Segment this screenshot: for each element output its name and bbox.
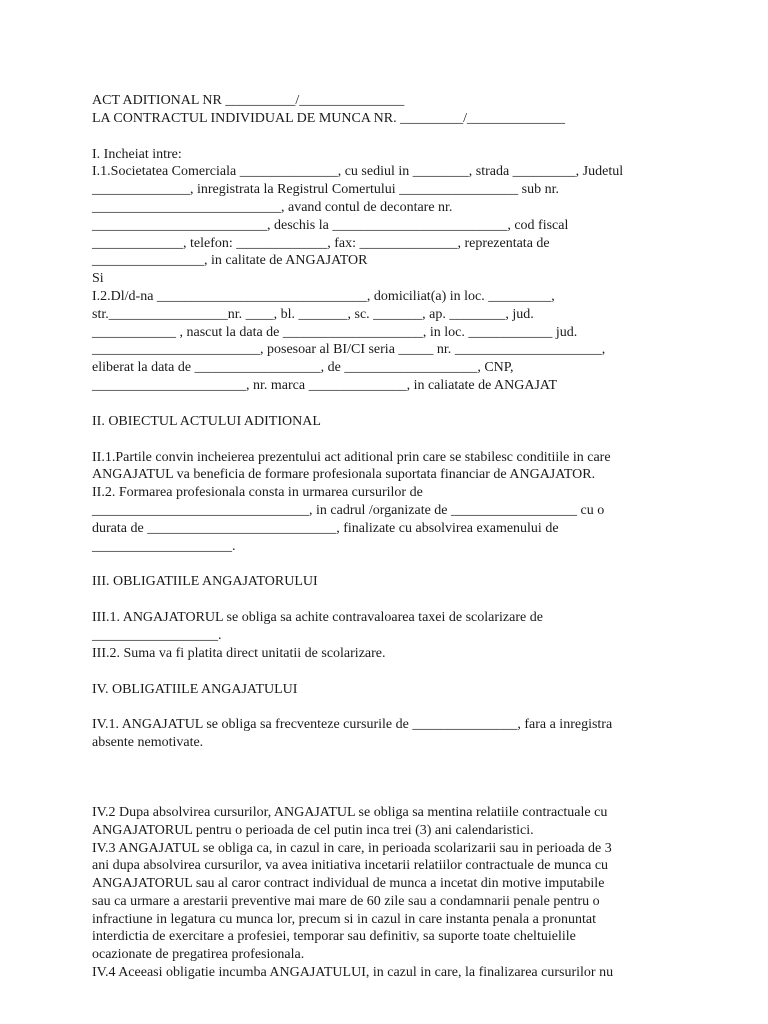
section-3 [92, 573, 686, 662]
section-4-paragraph-1 [92, 716, 686, 752]
section-4-title: IV. OBLIGATIILE ANGAJATULUI [92, 681, 298, 697]
employee-line: ________________________, posesoar al BI/CI seria _____ nr. _____________________, [92, 342, 606, 358]
employee-line: I.2.Dl/d-na ______________________________, domiciliat(a) in loc. _________, [92, 288, 555, 304]
paragraph-line: absente nemotivate. [92, 735, 204, 751]
paragraph-line: _______________________________, in cadrul /organizate de __________________ cu o [92, 502, 605, 518]
paragraph-line: __________________. [92, 627, 222, 643]
paragraph-line: ANGAJATORUL pentru o perioada de cel putin inca trei (3) ani calendaristici. [92, 822, 534, 838]
section-2-title: II. OBIECTUL ACTULUI ADITIONAL [92, 413, 321, 429]
employer-line: ______________, inregistrata la Registrul Comertului _________________ sub nr. [92, 182, 560, 198]
conjunction-si: Si [92, 271, 104, 287]
employee-line: ____________ , nascut la data de ____________________, in loc. ____________ jud. [92, 324, 578, 340]
paragraph-line: ani dupa absolvirea cursurilor, va avea initiativa incetarii relatiilor contractuale de munca cu [92, 858, 609, 874]
section-3-paragraph-1 [92, 609, 686, 645]
section-4-paragraph-3 [92, 840, 686, 965]
spacer [92, 128, 686, 146]
employee-paragraph [92, 288, 686, 395]
paragraph-line: ____________________. [92, 538, 236, 554]
employee-line: ______________________, nr. marca ______________, in caliatate de ANGAJAT [92, 377, 558, 393]
employer-line: ___________________________, avand contul de decontare nr. [92, 199, 453, 215]
paragraph-line: infractiune in legatura cu munca lor, precum si in cazul in care instanta penala a pronuntat [92, 911, 597, 927]
employer-paragraph [92, 163, 686, 270]
paragraph-line: II.2. Formarea profesionala consta in urmarea cursurilor de [92, 485, 423, 501]
employer-line: _____________, telefon: _____________, fax: ______________, reprezentata de [92, 235, 550, 251]
section-2 [92, 413, 686, 556]
section-3-paragraph-2: III.2. Suma va fi platita direct unitatii de scolarizare. [92, 645, 386, 661]
section-2-paragraph-1 [92, 449, 686, 485]
paragraph-line: IV.2 Dupa absolvirea cursurilor, ANGAJATUL se obliga sa mentina relatiile contractuale cu [92, 804, 608, 820]
section-4-paragraph-2 [92, 804, 686, 840]
paragraph-line: IV.1. ANGAJATUL se obliga sa frecventeze cursurile de _______________, fara a inregistra [92, 717, 613, 733]
employer-line: ________________, in calitate de ANGAJATOR [92, 253, 368, 269]
section-1-title: I. Incheiat intre: [92, 146, 182, 162]
section-2-paragraph-2 [92, 484, 686, 555]
section-3-title: III. OBLIGATIILE ANGAJATORULUI [92, 574, 318, 590]
header-line-2: LA CONTRACTUL INDIVIDUAL DE MUNCA NR. _________/______________ [92, 110, 566, 126]
spacer [92, 698, 686, 716]
section-4-paragraph-4 [92, 964, 686, 982]
employee-line: eliberat la data de __________________, de ___________________, CNP, [92, 360, 514, 376]
employee-line: str._________________nr. ____, bl. _______, sc. _______, ap. ________, jud. [92, 306, 534, 322]
employer-line: _________________________, deschis la _________________________, cod fiscal [92, 217, 569, 233]
paragraph-line: ocazionate de pregatirea profesionala. [92, 947, 305, 963]
spacer [92, 395, 686, 413]
paragraph-line: IV.4 Aceeasi obligatie incumba ANGAJATULUI, in cazul in care, la finalizarea cursurilor nu [92, 965, 614, 981]
document-page [92, 92, 686, 982]
paragraph-line: IV.3 ANGAJATUL se obliga ca, in cazul in care, in perioada scolarizarii sau in perioada de 3 [92, 840, 612, 856]
spacer [92, 663, 686, 681]
employer-line: I.1.Societatea Comerciala ______________, cu sediul in ________, strada _________, Judetul [92, 164, 624, 180]
document-header [92, 92, 686, 128]
paragraph-line: III.1. ANGAJATORUL se obliga sa achite contravaloarea taxei de scolarizare de [92, 610, 543, 626]
paragraph-line: interdictia de exercitare a profesiei, temporar sau definitiv, sa suporte toate cheltuielile [92, 929, 576, 945]
paragraph-line: sau ca urmare a arestarii preventive mai mare de 60 zile sau a condamnarii penale pentru o [92, 893, 600, 909]
spacer [92, 752, 686, 804]
paragraph-line: durata de ___________________________, finalizate cu absolvirea examenului de [92, 520, 559, 536]
header-line-1: ACT ADITIONAL NR __________/_______________ [92, 93, 405, 108]
spacer [92, 555, 686, 573]
paragraph-line: ANGAJATORUL sau al caror contract individual de munca a incetat din motive imputabile [92, 876, 605, 892]
section-1 [92, 146, 686, 395]
spacer [92, 591, 686, 609]
section-4 [92, 681, 686, 982]
spacer [92, 431, 686, 449]
paragraph-line: II.1.Partile convin incheierea prezentului act aditional prin care se stabilesc conditiile in care [92, 449, 611, 465]
paragraph-line: ANGAJATUL va beneficia de formare profesionala suportata financiar de ANGAJATOR. [92, 467, 596, 483]
